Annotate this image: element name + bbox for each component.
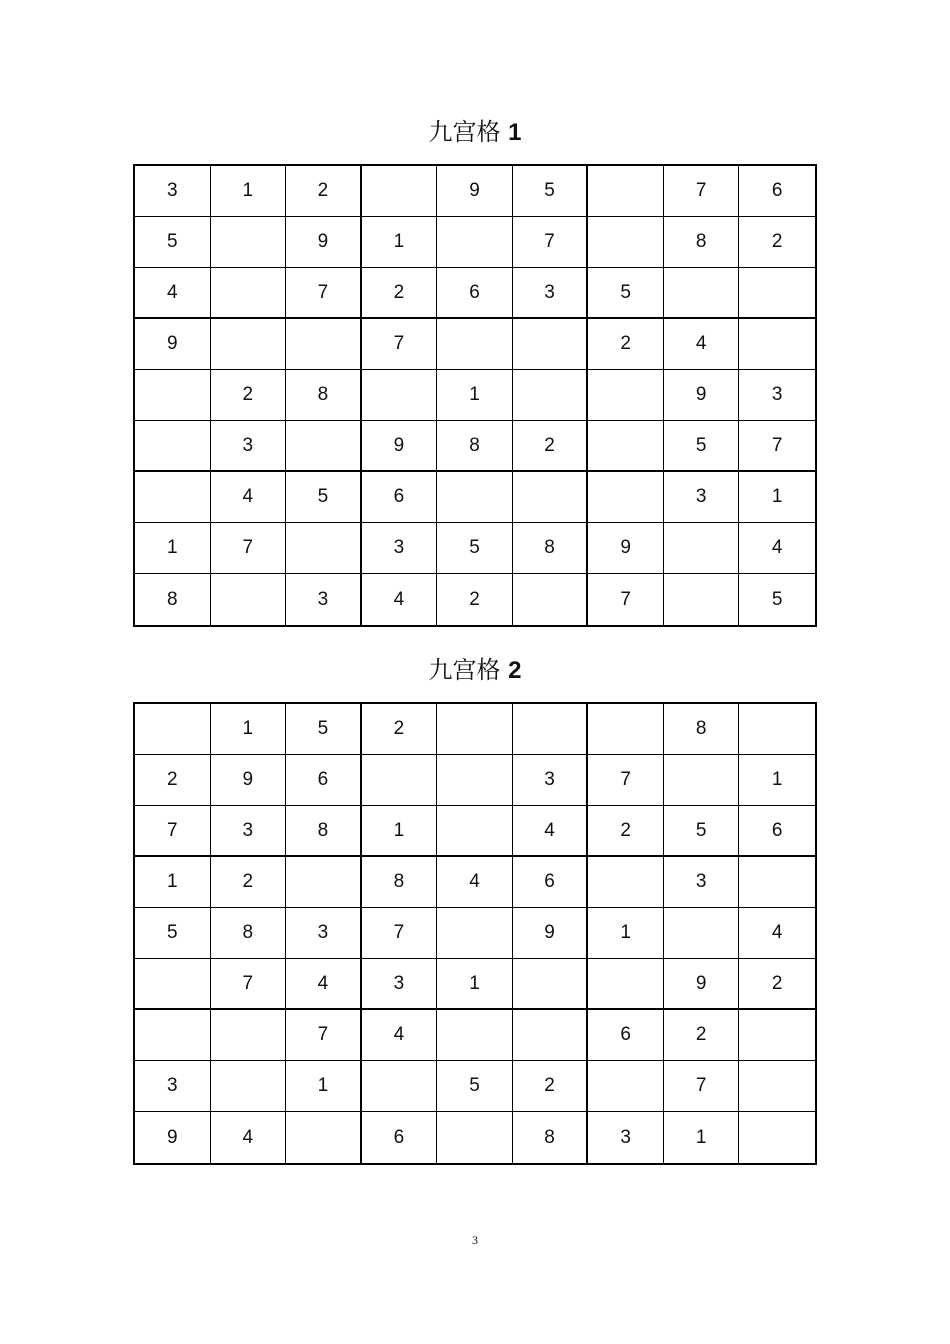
sudoku-cell: 1	[362, 806, 438, 857]
sudoku-cell: 8	[286, 806, 362, 857]
sudoku-cell: 3	[135, 166, 211, 217]
sudoku-cell	[588, 704, 664, 755]
sudoku-grid	[133, 164, 817, 627]
sudoku-cell	[513, 370, 589, 421]
sudoku-cell	[135, 959, 211, 1010]
sudoku-cell: 2	[739, 959, 815, 1010]
sudoku-cell: 7	[211, 523, 287, 574]
puzzle-title-number: 1	[508, 119, 522, 146]
sudoku-cell	[664, 523, 740, 574]
sudoku-cell: 3	[286, 574, 362, 625]
sudoku-cell	[588, 472, 664, 523]
sudoku-cell: 3	[513, 268, 589, 319]
sudoku-cell	[588, 370, 664, 421]
sudoku-cell: 4	[739, 523, 815, 574]
sudoku-cell: 4	[362, 1010, 438, 1061]
sudoku-cell: 7	[286, 1010, 362, 1061]
sudoku-cell: 7	[588, 574, 664, 625]
sudoku-cell	[588, 959, 664, 1010]
sudoku-cell: 9	[362, 421, 438, 472]
sudoku-cell: 4	[211, 1112, 287, 1163]
sudoku-cell	[513, 704, 589, 755]
sudoku-cell	[437, 319, 513, 370]
sudoku-cell	[211, 268, 287, 319]
sudoku-cell: 8	[513, 523, 589, 574]
sudoku-cell: 1	[437, 959, 513, 1010]
sudoku-cell: 9	[513, 908, 589, 959]
sudoku-cell: 4	[211, 472, 287, 523]
sudoku-cell	[739, 1010, 815, 1061]
sudoku-cell: 1	[739, 755, 815, 806]
sudoku-cell	[362, 1061, 438, 1112]
sudoku-cell	[286, 523, 362, 574]
sudoku-cell: 1	[739, 472, 815, 523]
sudoku-cell: 8	[437, 421, 513, 472]
sudoku-cell: 5	[771, 588, 783, 610]
sudoku-cell	[437, 908, 513, 959]
sudoku-cell	[211, 217, 287, 268]
sudoku-cell	[664, 755, 740, 806]
sudoku-cell: 3	[211, 806, 287, 857]
sudoku-cell	[739, 1061, 815, 1112]
sudoku-cell: 5	[135, 908, 211, 959]
sudoku-cell: 1	[588, 908, 664, 959]
sudoku-cell: 1	[211, 166, 287, 217]
sudoku-cell: 3	[135, 1061, 211, 1112]
sudoku-cell	[135, 472, 211, 523]
sudoku-cell	[739, 319, 815, 370]
sudoku-cell: 6	[286, 755, 362, 806]
sudoku-cell	[513, 319, 589, 370]
sudoku-cell: 7	[588, 755, 664, 806]
sudoku-cell: 7	[739, 421, 815, 472]
sudoku-cell: 2	[362, 268, 438, 319]
sudoku-cell: 5	[664, 806, 740, 857]
sudoku-cell: 1	[664, 1112, 740, 1163]
sudoku-cell: 2	[513, 1061, 589, 1112]
sudoku-cell: 9	[135, 319, 211, 370]
puzzle-title-number: 2	[508, 657, 522, 684]
sudoku-cell: 2	[588, 806, 664, 857]
sudoku-cell	[588, 166, 664, 217]
sudoku-cell: 8	[664, 217, 740, 268]
sudoku-cell	[286, 1112, 362, 1163]
puzzle-title	[0, 117, 950, 148]
sudoku-cell: 1	[211, 704, 287, 755]
sudoku-cell: 7	[286, 268, 362, 319]
sudoku-cell: 2	[588, 319, 664, 370]
sudoku-cell: 3	[362, 959, 438, 1010]
sudoku-cell	[739, 857, 815, 908]
sudoku-cell: 2	[362, 704, 438, 755]
sudoku-cell: 9	[664, 370, 740, 421]
sudoku-cell: 6	[362, 472, 438, 523]
sudoku-cell: 9	[588, 523, 664, 574]
page-number: 3	[472, 1233, 478, 1247]
sudoku-cell	[437, 1112, 513, 1163]
sudoku-cell: 3	[739, 370, 815, 421]
sudoku-cell	[513, 472, 589, 523]
sudoku-cell: 7	[362, 908, 438, 959]
sudoku-cell: 8	[286, 370, 362, 421]
sudoku-cell: 1	[362, 217, 438, 268]
sudoku-cell	[588, 217, 664, 268]
sudoku-cell: 4	[664, 319, 740, 370]
puzzle-title	[0, 655, 950, 686]
sudoku-cell	[437, 217, 513, 268]
sudoku-cell: 4	[739, 908, 815, 959]
sudoku-cell: 1	[286, 1061, 362, 1112]
sudoku-cell: 4	[135, 268, 211, 319]
sudoku-cell: 3	[513, 755, 589, 806]
sudoku-cell	[362, 755, 438, 806]
sudoku-cell: 9	[664, 959, 740, 1010]
sudoku-cell	[437, 1010, 513, 1061]
sudoku-cell: 7	[664, 166, 740, 217]
sudoku-cell	[588, 421, 664, 472]
sudoku-cell: 4	[362, 574, 438, 625]
sudoku-cell	[135, 370, 211, 421]
sudoku-cell: 3	[362, 523, 438, 574]
sudoku-cell: 2	[211, 857, 287, 908]
sudoku-cell: 7	[664, 1061, 740, 1112]
sudoku-cell: 5	[437, 1061, 513, 1112]
sudoku-cell	[211, 1010, 287, 1061]
sudoku-cell	[588, 1061, 664, 1112]
sudoku-cell: 9	[286, 217, 362, 268]
sudoku-cell: 5	[135, 217, 211, 268]
sudoku-cell: 2	[437, 574, 513, 625]
sudoku-cell: 9	[211, 755, 287, 806]
sudoku-cell	[362, 370, 438, 421]
sudoku-cell	[211, 1061, 287, 1112]
sudoku-cell	[739, 268, 815, 319]
sudoku-cell: 6	[513, 857, 589, 908]
sudoku-cell: 1	[437, 370, 513, 421]
sudoku-cell: 3	[588, 1112, 664, 1163]
sudoku-cell: 8	[664, 704, 740, 755]
sudoku-cell: 6	[437, 268, 513, 319]
sudoku-cell	[437, 704, 513, 755]
sudoku-cell: 2	[286, 166, 362, 217]
sudoku-cell	[513, 574, 589, 625]
sudoku-cell: 5	[664, 421, 740, 472]
sudoku-cell	[513, 1010, 589, 1061]
sudoku-cell: 5	[513, 166, 589, 217]
sudoku-cell: 8	[135, 574, 211, 625]
sudoku-cell: 9	[135, 1112, 211, 1163]
sudoku-cell: 4	[513, 806, 589, 857]
sudoku-cell: 3	[664, 857, 740, 908]
sudoku-cell: 8	[362, 857, 438, 908]
sudoku-cell: 8	[211, 908, 287, 959]
sudoku-cell	[664, 908, 740, 959]
sudoku-cell: 5	[286, 472, 362, 523]
sudoku-cell: 3	[286, 908, 362, 959]
sudoku-cell	[286, 857, 362, 908]
sudoku-cell: 5	[437, 523, 513, 574]
sudoku-cell: 8	[513, 1112, 589, 1163]
puzzle-title-text: 九宫格	[428, 118, 501, 146]
sudoku-cell	[211, 574, 287, 625]
sudoku-cell: 7	[135, 806, 211, 857]
sudoku-cell	[664, 268, 740, 319]
sudoku-cell	[135, 421, 211, 472]
sudoku-cell: 7	[211, 959, 287, 1010]
sudoku-cell	[437, 472, 513, 523]
sudoku-cell: 5	[588, 268, 664, 319]
sudoku-cell: 6	[739, 166, 815, 217]
sudoku-cell: 2	[739, 217, 815, 268]
sudoku-cell	[513, 959, 589, 1010]
sudoku-cell: 4	[437, 857, 513, 908]
sudoku-cell: 6	[739, 806, 815, 857]
sudoku-cell: 3	[211, 421, 287, 472]
sudoku-cell	[286, 319, 362, 370]
puzzle-title-text: 九宫格	[428, 656, 501, 684]
sudoku-cell: 6	[588, 1010, 664, 1061]
sudoku-cell: 7	[513, 217, 589, 268]
sudoku-cell: 2	[211, 370, 287, 421]
sudoku-cell: 1	[135, 857, 211, 908]
sudoku-cell: 2	[135, 755, 211, 806]
sudoku-cell	[211, 319, 287, 370]
sudoku-cell	[135, 1010, 211, 1061]
sudoku-cell: 5	[286, 704, 362, 755]
sudoku-cell	[286, 421, 362, 472]
sudoku-cell: 4	[286, 959, 362, 1010]
sudoku-cell: 7	[362, 319, 438, 370]
sudoku-cell: 6	[362, 1112, 438, 1163]
sudoku-cell	[135, 704, 211, 755]
sudoku-cell	[739, 704, 815, 755]
sudoku-cell	[362, 166, 438, 217]
sudoku-cell	[588, 857, 664, 908]
sudoku-cell	[437, 755, 513, 806]
sudoku-cell: 1	[135, 523, 211, 574]
sudoku-cell	[664, 574, 740, 625]
sudoku-grid	[133, 702, 817, 1165]
sudoku-cell: 2	[664, 1010, 740, 1061]
sudoku-cell	[437, 806, 513, 857]
sudoku-cell: 9	[437, 166, 513, 217]
sudoku-cell: 2	[513, 421, 589, 472]
sudoku-cell: 3	[664, 472, 740, 523]
sudoku-cell	[739, 1112, 815, 1163]
